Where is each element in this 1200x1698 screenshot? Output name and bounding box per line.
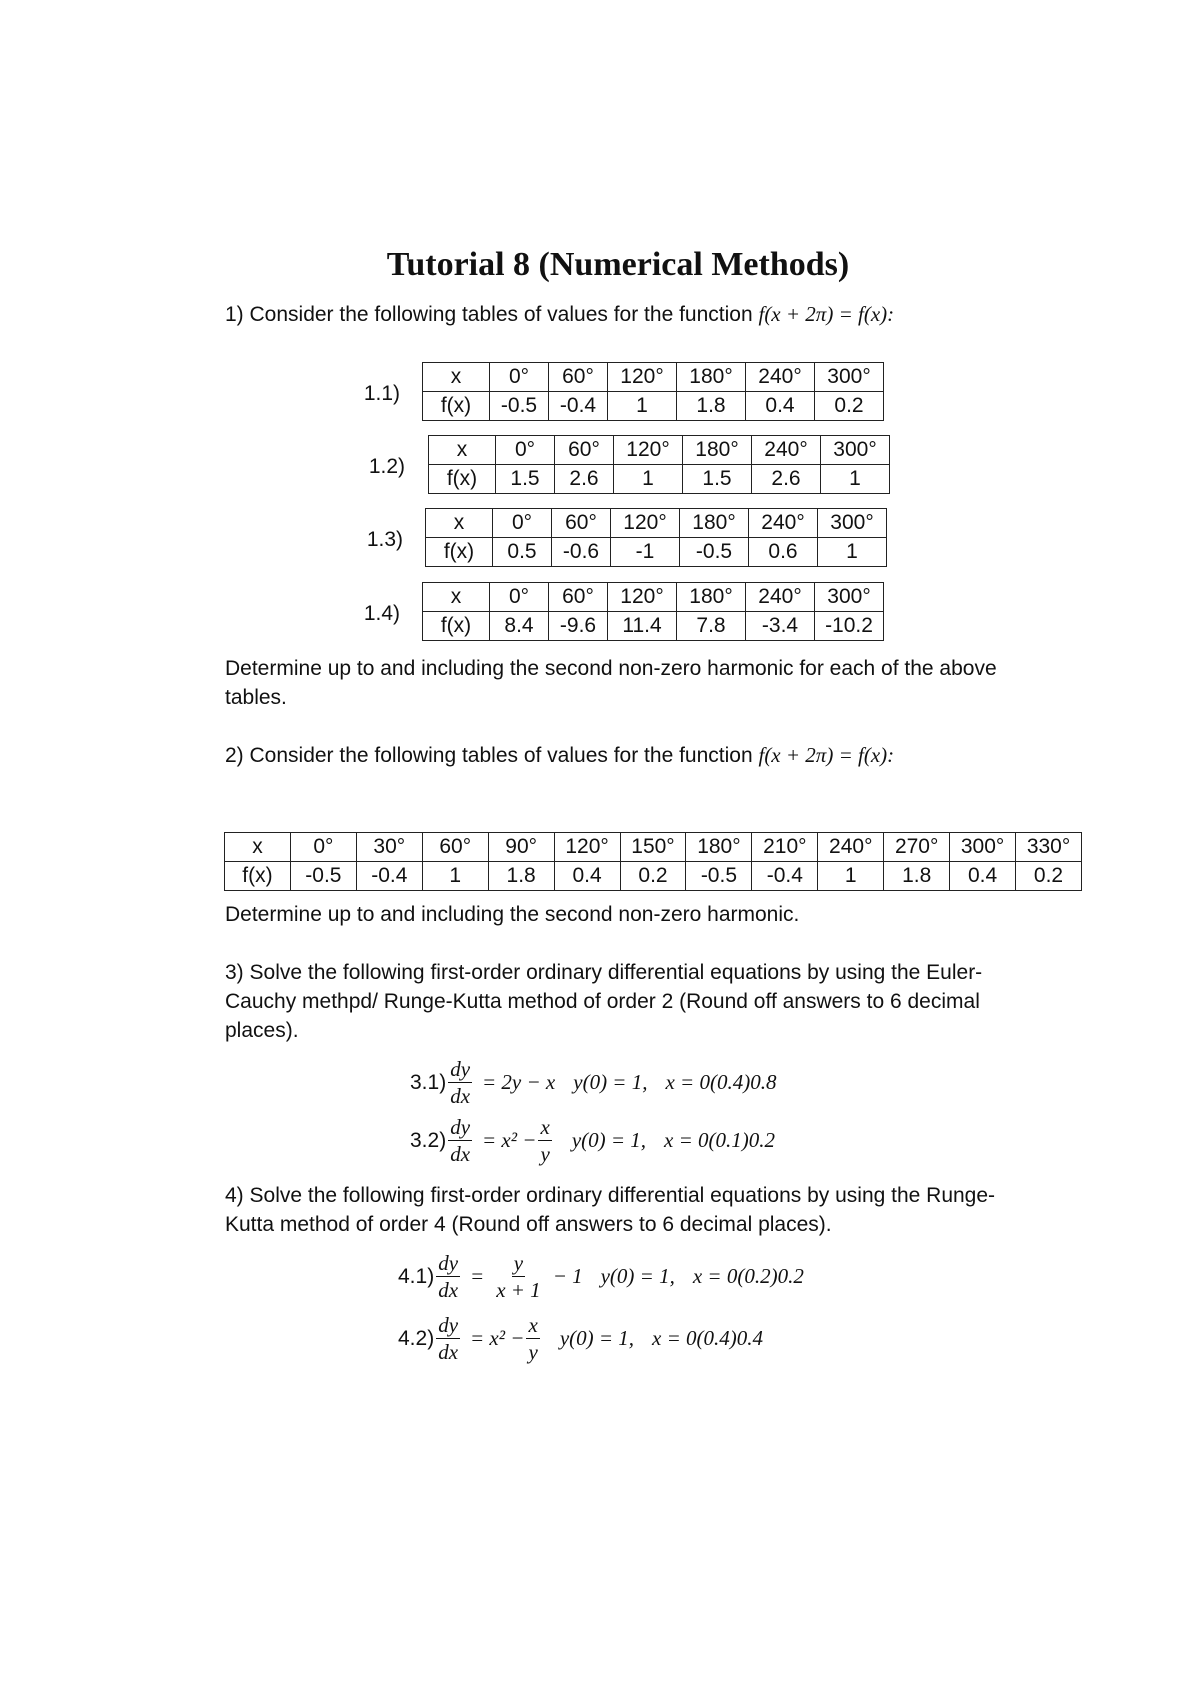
table-cell: 240°: [818, 833, 884, 862]
table-cell: 180°: [677, 363, 746, 392]
table-label-1-4: 1.4): [363, 602, 400, 625]
table-row-fx: [423, 392, 884, 421]
fraction-numerator: dy: [438, 1251, 459, 1275]
fraction-numerator: dy: [450, 1057, 471, 1081]
table-cell: 180°: [686, 833, 752, 862]
initial-condition: y(0) = 1,: [571, 1128, 647, 1152]
table-cell: 330°: [1016, 833, 1082, 862]
table-cell: x: [429, 436, 496, 465]
table-cell: 1: [818, 538, 887, 567]
table-cell: 0.2: [815, 392, 884, 421]
table-cell: 120°: [608, 363, 677, 392]
equation-3-1: [410, 1056, 776, 1109]
table-cell: -9.6: [549, 612, 608, 641]
table-cell: x: [423, 363, 490, 392]
table-cell: 90°: [488, 833, 554, 862]
table-cell: 0.2: [620, 862, 686, 891]
table-cell: 1.5: [496, 465, 555, 494]
fraction-numerator: x: [528, 1313, 538, 1337]
table-row-x: [429, 436, 890, 465]
table-cell: 2.6: [752, 465, 821, 494]
table-row-fx: [426, 538, 887, 567]
table-cell: 1.8: [488, 862, 554, 891]
table-cell: 2.6: [555, 465, 614, 494]
q1-instruction: Determine up to and including the second non-zero harmonic for each of the above tables.: [225, 657, 997, 709]
table-cell: 1: [608, 392, 677, 421]
table-cell: 300°: [821, 436, 890, 465]
equation-4-1: [398, 1250, 804, 1303]
table-cell: 1.8: [884, 862, 950, 891]
value-table-1-3: [425, 508, 887, 567]
fraction-denominator: x + 1: [496, 1278, 541, 1302]
table-cell: 240°: [746, 363, 815, 392]
q2-intro: [225, 741, 1125, 770]
table-cell: 1: [818, 862, 884, 891]
table-cell: x: [225, 833, 291, 862]
table-label-1-3: 1.3): [366, 528, 403, 551]
table-cell: 120°: [608, 583, 677, 612]
table-cell: 240°: [749, 509, 818, 538]
table-cell: -0.4: [549, 392, 608, 421]
equation-rhs: = 2y − x: [482, 1070, 556, 1094]
table-cell: f(x): [423, 392, 490, 421]
table-cell: -0.5: [490, 392, 549, 421]
table-cell: 120°: [614, 436, 683, 465]
table-row-fx: [423, 612, 884, 641]
table-cell: 0°: [290, 833, 356, 862]
table-cell: 300°: [815, 363, 884, 392]
table-label-1-2: 1.2): [368, 455, 405, 478]
table-cell: x: [423, 583, 490, 612]
table-cell: 300°: [950, 833, 1016, 862]
table-row-x: [225, 833, 1082, 862]
fraction-numerator: dy: [450, 1115, 471, 1139]
table-cell: 60°: [549, 583, 608, 612]
table-row-x: [426, 509, 887, 538]
table-cell: 30°: [356, 833, 422, 862]
table-cell: 120°: [611, 509, 680, 538]
initial-condition: y(0) = 1,: [600, 1264, 675, 1288]
table-cell: -10.2: [815, 612, 884, 641]
table-cell: -0.5: [680, 538, 749, 567]
q2-instruction: Determine up to and including the second non-zero harmonic.: [225, 903, 800, 926]
table-cell: 270°: [884, 833, 950, 862]
fraction-denominator: dx: [438, 1278, 459, 1302]
table-cell: -3.4: [746, 612, 815, 641]
fraction-denominator: dx: [450, 1142, 471, 1166]
step-range: x = 0(0.1)0.2: [664, 1128, 776, 1152]
fraction-numerator: x: [540, 1115, 550, 1139]
step-range: x = 0(0.2)0.2: [692, 1264, 804, 1288]
table-cell: 240°: [752, 436, 821, 465]
rhs-fraction: [494, 1250, 543, 1303]
equation-label: 4.2): [398, 1326, 435, 1350]
equation-rhs: − 1: [552, 1264, 583, 1288]
derivative-fraction: [436, 1312, 460, 1365]
fraction-denominator: dx: [450, 1084, 471, 1108]
q2-intro-text: 2) Consider the following tables of values for the function: [225, 744, 753, 767]
fraction-denominator: dx: [438, 1340, 459, 1364]
table-cell: 7.8: [677, 612, 746, 641]
table-cell: 150°: [620, 833, 686, 862]
table-cell: x: [426, 509, 493, 538]
table-cell: 60°: [422, 833, 488, 862]
equation-label: 3.2): [410, 1128, 447, 1152]
table-cell: 210°: [752, 833, 818, 862]
table-cell: 120°: [554, 833, 620, 862]
fraction-numerator: dy: [438, 1313, 459, 1337]
table-cell: 0.6: [749, 538, 818, 567]
table-cell: 0.5: [493, 538, 552, 567]
fraction-denominator: y: [540, 1142, 550, 1166]
q1-intro-formula: f(x + 2π) = f(x):: [758, 302, 895, 326]
derivative-fraction: [448, 1114, 472, 1167]
value-table-1-4: [422, 582, 884, 641]
table-row-x: [423, 583, 884, 612]
table-cell: 1.8: [677, 392, 746, 421]
table-row-fx: [429, 465, 890, 494]
table-cell: 0.4: [746, 392, 815, 421]
table-cell: -0.4: [356, 862, 422, 891]
table-cell: -0.4: [752, 862, 818, 891]
equation-label: 3.1): [410, 1070, 447, 1094]
table-cell: f(x): [225, 862, 291, 891]
table-cell: 0°: [496, 436, 555, 465]
table-cell: 180°: [680, 509, 749, 538]
equation-rhs: = x² −: [482, 1128, 537, 1152]
table-cell: -1: [611, 538, 680, 567]
table-cell: -0.6: [552, 538, 611, 567]
table-row-fx: [225, 862, 1082, 891]
table-cell: f(x): [426, 538, 493, 567]
q1-intro-text: 1) Consider the following tables of values for the function: [225, 303, 753, 326]
step-range: x = 0(0.4)0.8: [665, 1070, 777, 1094]
table-label-1-1: 1.1): [363, 382, 400, 405]
table-cell: 0°: [490, 363, 549, 392]
table-cell: 8.4: [490, 612, 549, 641]
equation-4-2: [398, 1312, 763, 1365]
table-cell: 0.2: [1016, 862, 1082, 891]
table-cell: 0°: [493, 509, 552, 538]
table-cell: 0.4: [950, 862, 1016, 891]
table-cell: 11.4: [608, 612, 677, 641]
value-table-1-1: [422, 362, 884, 421]
table-cell: 1.5: [683, 465, 752, 494]
value-table-2: [224, 832, 1082, 891]
table-cell: f(x): [423, 612, 490, 641]
table-cell: 60°: [552, 509, 611, 538]
rhs-fraction: [526, 1312, 539, 1365]
table-cell: 0.4: [554, 862, 620, 891]
table-cell: 180°: [677, 583, 746, 612]
table-cell: 0°: [490, 583, 549, 612]
derivative-fraction: [436, 1250, 460, 1303]
table-row-x: [423, 363, 884, 392]
table-cell: 1: [422, 862, 488, 891]
derivative-fraction: [448, 1056, 472, 1109]
table-cell: 60°: [555, 436, 614, 465]
table-cell: 60°: [549, 363, 608, 392]
rhs-fraction: [538, 1114, 551, 1167]
table-cell: 240°: [746, 583, 815, 612]
initial-condition: y(0) = 1,: [573, 1070, 648, 1094]
q3-text: 3) Solve the following first-order ordinary differential equations by using the Euler-Cauchy methpd/ Runge-Kutta method of order 2 (Round off answers to 6 decimal places).: [225, 961, 983, 1042]
table-cell: f(x): [429, 465, 496, 494]
fraction-numerator: y: [513, 1251, 524, 1275]
q1-intro: [225, 300, 1125, 329]
q4-text: 4) Solve the following first-order ordinary differential equations by using the Runge-Kutta method of order 4 (Round off answers to 6 decimal places).: [225, 1184, 996, 1236]
table-cell: 1: [821, 465, 890, 494]
q2-intro-formula: f(x + 2π) = f(x):: [758, 743, 895, 767]
value-table-1-2: [428, 435, 890, 494]
table-cell: 1: [614, 465, 683, 494]
equation-3-2: [410, 1114, 775, 1167]
table-cell: 300°: [815, 583, 884, 612]
step-range: x = 0(0.4)0.4: [652, 1326, 764, 1350]
table-cell: -0.5: [686, 862, 752, 891]
equals-sign: =: [470, 1264, 485, 1288]
page-title: Tutorial 8 (Numerical Methods): [386, 246, 850, 283]
table-cell: 180°: [683, 436, 752, 465]
fraction-denominator: y: [528, 1340, 538, 1364]
equation-rhs: = x² −: [470, 1326, 525, 1350]
equation-label: 4.1): [398, 1264, 435, 1288]
table-cell: -0.5: [290, 862, 356, 891]
table-cell: 300°: [818, 509, 887, 538]
initial-condition: y(0) = 1,: [559, 1326, 635, 1350]
